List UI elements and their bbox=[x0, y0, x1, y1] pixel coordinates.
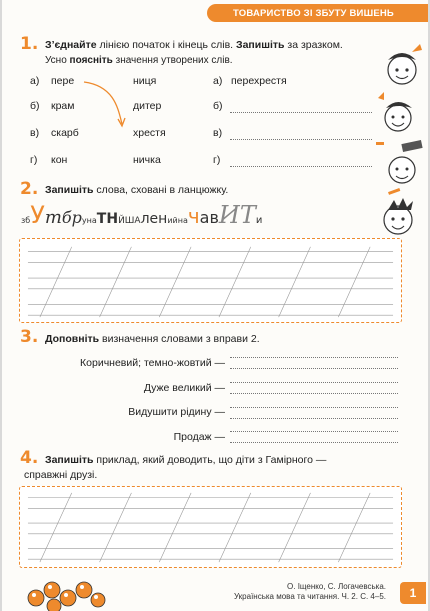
task2-verb: Запишіть bbox=[45, 184, 94, 196]
task1-verb-connect: З’єднайте bbox=[45, 39, 97, 51]
task1-sub-bold: поясніть bbox=[69, 55, 113, 66]
task4-writing-area[interactable] bbox=[19, 486, 402, 568]
definition-3-answer-line[interactable] bbox=[230, 407, 398, 408]
task3-instruction-rest: визначення словами з вправи 2. bbox=[99, 333, 260, 345]
definition-1-answer-line[interactable] bbox=[230, 357, 398, 358]
chain-part: в bbox=[209, 208, 219, 227]
row-a-answer[interactable]: перехрестя bbox=[231, 75, 287, 87]
footer-book: Українська мова та читання. Ч. 2. С. 4–5. bbox=[233, 592, 386, 601]
row-d-start: кон bbox=[51, 154, 68, 166]
task4-instruction-line2: справжні друзі. bbox=[24, 469, 98, 481]
chain-part: е bbox=[149, 211, 159, 227]
definition-2: Дуже великий — bbox=[143, 382, 225, 394]
definition-1: Коричневий; темно-жовтий — bbox=[80, 357, 225, 369]
task2-number: 2. bbox=[20, 179, 39, 199]
definition-3-answer-line[interactable] bbox=[230, 418, 398, 419]
page-number: 1 bbox=[400, 582, 426, 604]
chain-part: б bbox=[61, 208, 72, 227]
row-a-end: ниця bbox=[133, 75, 157, 87]
task2-instruction bbox=[45, 183, 228, 197]
chain-part: л bbox=[140, 211, 150, 227]
definition-4-answer-line[interactable] bbox=[230, 431, 398, 432]
row-b-start: крам bbox=[51, 100, 75, 112]
task3-number: 3. bbox=[20, 327, 39, 347]
task1-number: 1. bbox=[20, 34, 39, 54]
row-a-letter2: а) bbox=[213, 75, 223, 87]
task4-verb: Запишіть bbox=[45, 454, 94, 466]
chain-part: ЙША bbox=[118, 216, 141, 226]
task3-instruction bbox=[45, 332, 260, 346]
row-b-letter2: б) bbox=[213, 100, 223, 112]
chain-part: У bbox=[30, 201, 45, 229]
chain-part: ч bbox=[187, 204, 200, 228]
definition-4-answer-line[interactable] bbox=[230, 442, 398, 443]
chain-part: уна bbox=[81, 216, 97, 225]
definition-1-answer-line[interactable] bbox=[230, 368, 398, 369]
row-a-letter: а) bbox=[30, 75, 40, 87]
footer-authors: О. Іщенко, С. Логачевська. bbox=[287, 582, 386, 591]
row-d-end: ничка bbox=[133, 154, 161, 166]
row-b-answer-line[interactable] bbox=[230, 112, 372, 113]
row-c-letter: в) bbox=[30, 127, 40, 139]
task1-subinstruction bbox=[45, 55, 233, 66]
row-d-letter: г) bbox=[30, 154, 38, 166]
footer-credits bbox=[234, 582, 386, 602]
task1-sub-post: значення утворених слів. bbox=[112, 55, 233, 66]
task1-verb-write: Запишіть bbox=[236, 39, 285, 51]
definition-2-answer-line[interactable] bbox=[230, 382, 398, 383]
row-d-letter2: г) bbox=[213, 154, 221, 166]
row-c-answer-line[interactable] bbox=[230, 139, 372, 140]
chain-part: а bbox=[199, 208, 210, 227]
chain-part: р bbox=[71, 208, 82, 227]
row-c-end: хрестя bbox=[133, 127, 166, 139]
children-illustration bbox=[372, 30, 428, 250]
chain-part: И bbox=[218, 201, 240, 229]
chain-part: и bbox=[255, 215, 263, 226]
task2-instruction-rest: слова, сховані в ланцюжку. bbox=[93, 184, 229, 196]
task1-sub-pre: Усно bbox=[45, 55, 70, 66]
row-c-start: скарб bbox=[51, 127, 79, 139]
task2-writing-area[interactable] bbox=[19, 238, 402, 323]
task1-instruction bbox=[45, 38, 375, 52]
chain-part: ТН bbox=[96, 211, 119, 227]
row-c-letter2: в) bbox=[213, 127, 223, 139]
chain-part: Т bbox=[239, 201, 256, 229]
writing-lines bbox=[20, 487, 401, 567]
row-a-start: пере bbox=[51, 75, 75, 87]
task1-instruction-end: за зразком. bbox=[284, 39, 343, 51]
page-header: ТОВАРИСТВО ЗІ ЗБУТУ ВИШЕНЬ bbox=[207, 4, 420, 22]
writing-lines bbox=[20, 239, 401, 322]
header-tail bbox=[420, 4, 428, 22]
chain-part: т bbox=[44, 207, 62, 228]
task1-instruction-mid: лінією початок і кінець слів. bbox=[96, 39, 236, 51]
definition-3: Видушити рідину — bbox=[128, 406, 225, 418]
task4-number: 4. bbox=[20, 448, 39, 468]
chain-part: зб bbox=[21, 216, 31, 225]
chain-part: ийна bbox=[167, 216, 188, 225]
task3-verb: Доповніть bbox=[45, 333, 100, 345]
row-b-letter: б) bbox=[30, 100, 40, 112]
row-b-end: дитер bbox=[133, 100, 162, 112]
definition-2-answer-line[interactable] bbox=[230, 393, 398, 394]
task4-instruction bbox=[45, 453, 395, 467]
definition-4: Продаж — bbox=[173, 431, 225, 443]
letter-chain bbox=[21, 201, 361, 231]
chain-part: н bbox=[158, 211, 168, 227]
task4-instruction-rest1: приклад, який доводить, що діти з Гамірного — bbox=[93, 454, 327, 466]
cherries-illustration bbox=[24, 568, 106, 611]
row-d-answer-line[interactable] bbox=[230, 166, 372, 167]
workbook-page bbox=[2, 0, 428, 611]
